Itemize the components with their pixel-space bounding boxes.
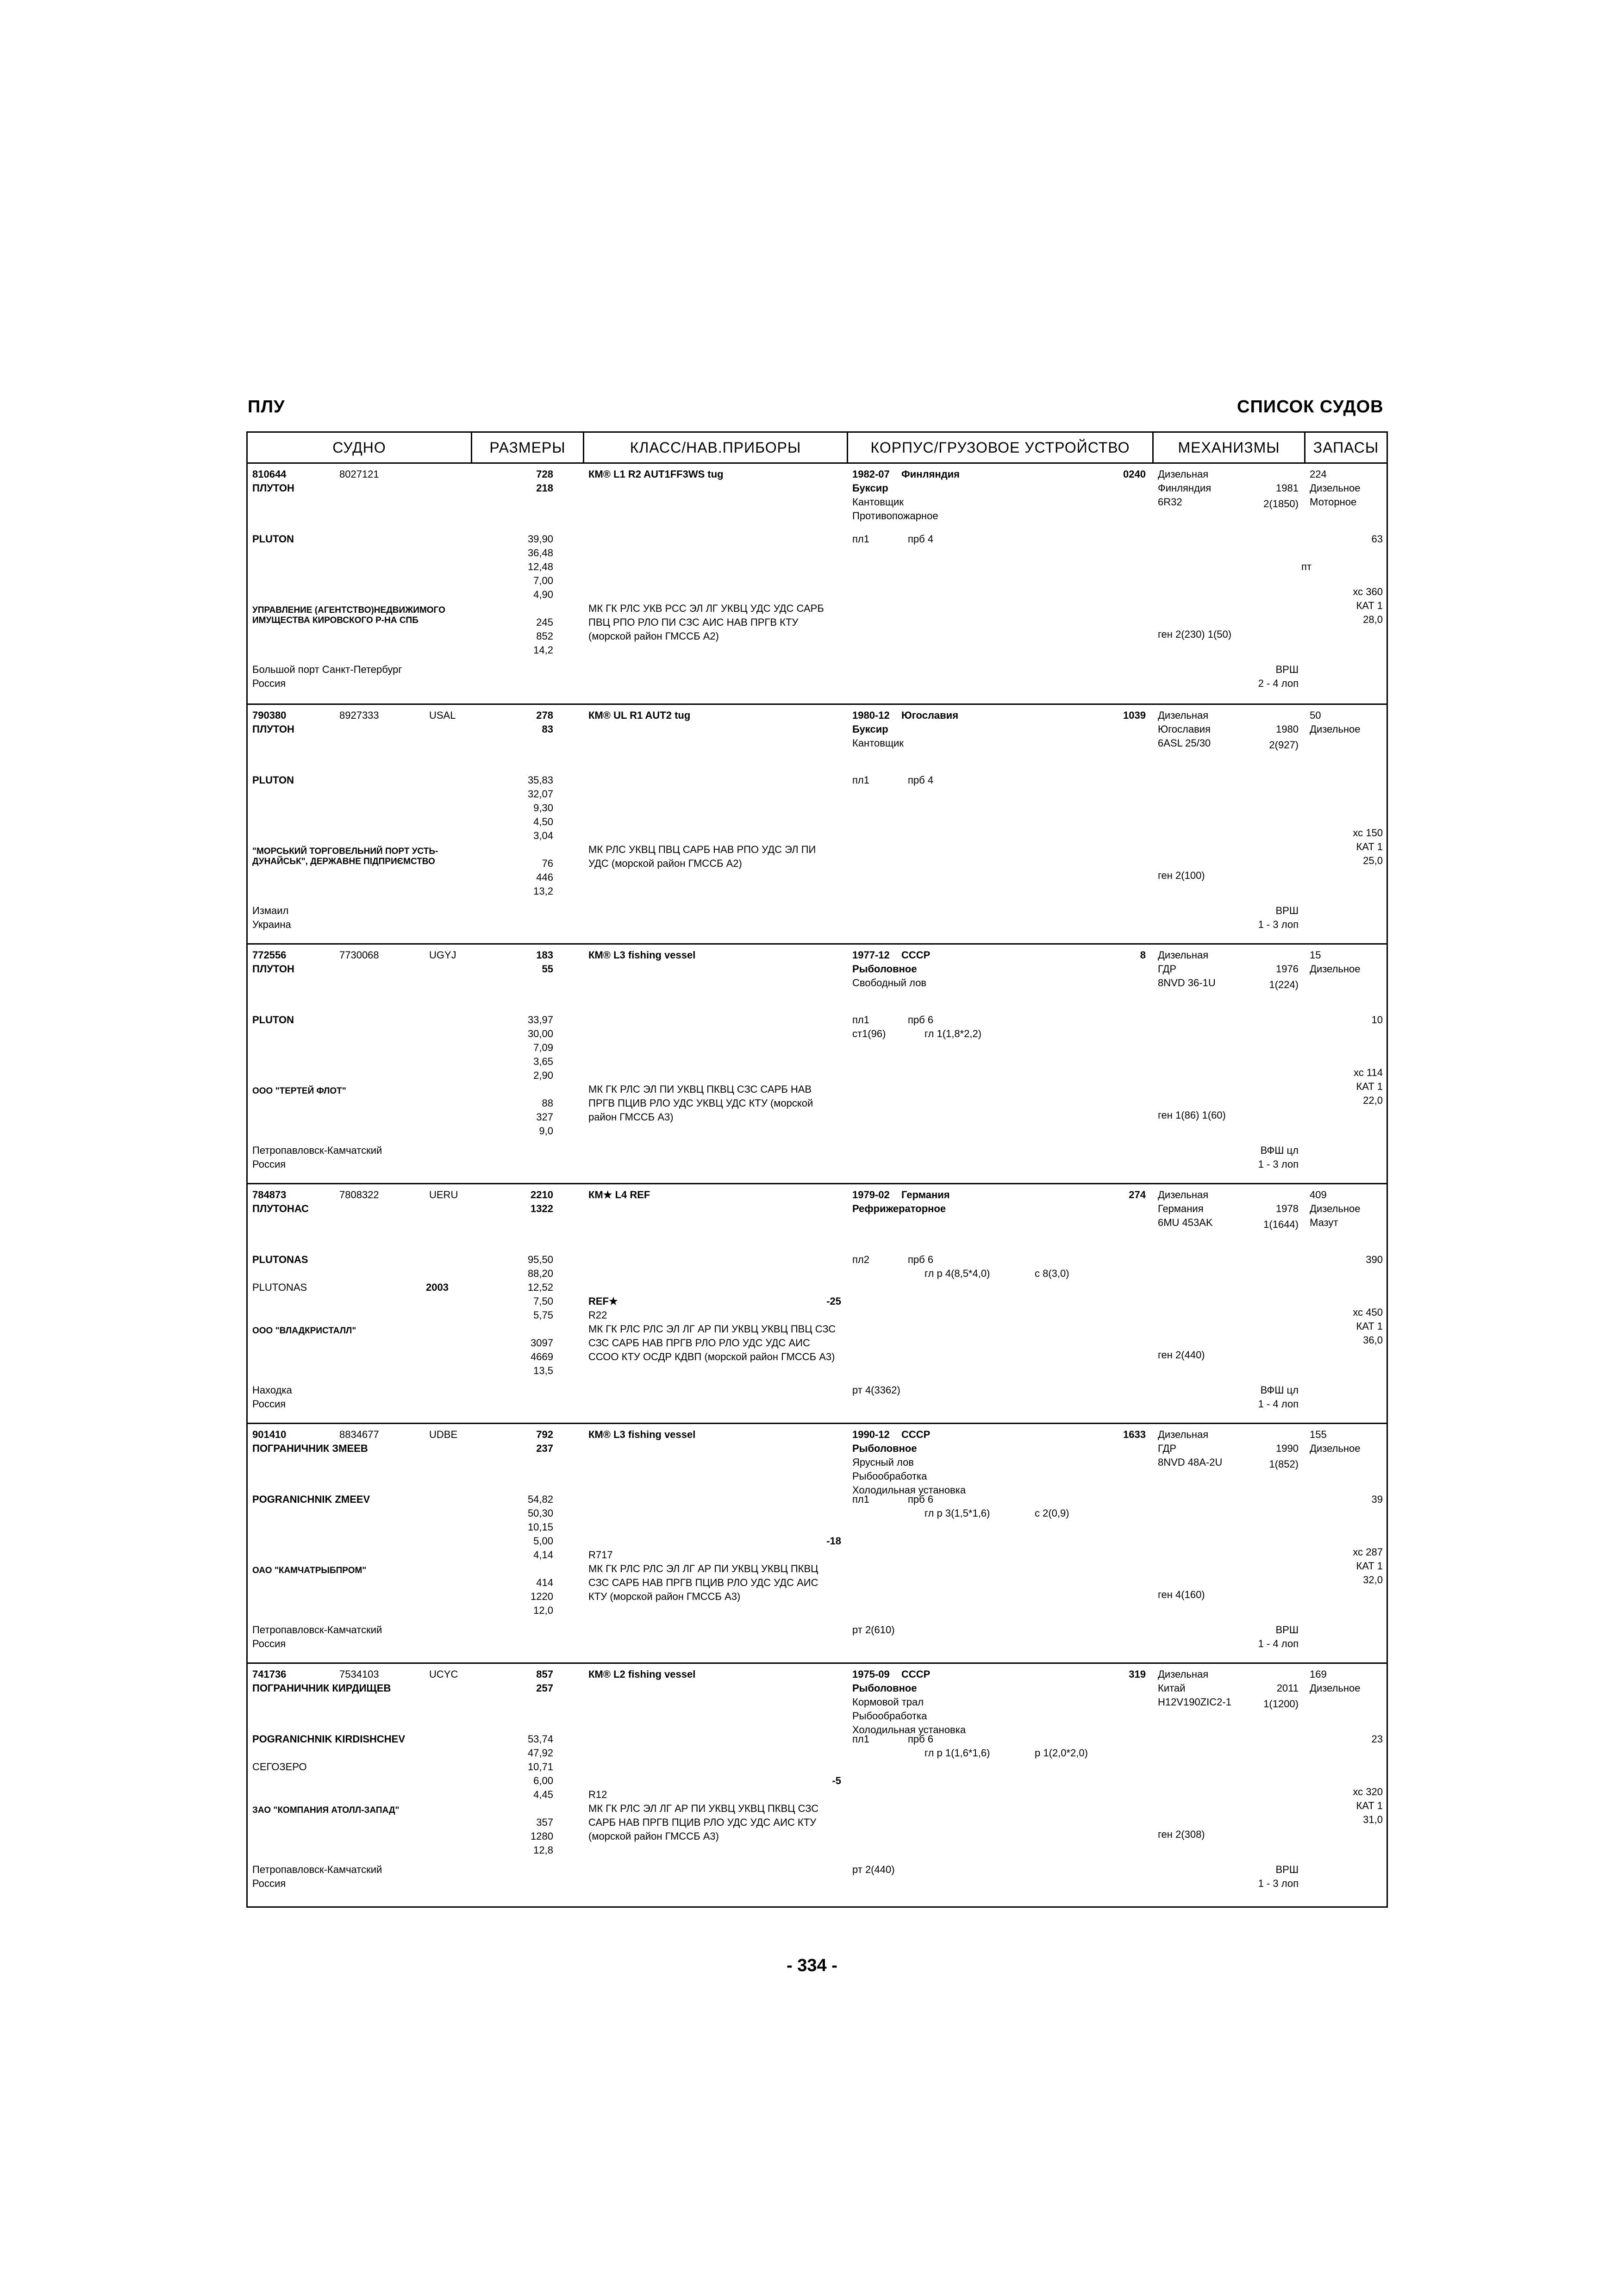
dims-item: 12,48 bbox=[527, 561, 553, 572]
service-speed: 36,0 bbox=[1363, 1334, 1383, 1346]
build-date: 1980-12 bbox=[852, 709, 890, 721]
dims2-item: 1280 bbox=[531, 1830, 553, 1842]
engine-model: 8NVD 36-1U bbox=[1158, 977, 1216, 989]
cargo-detail-c: р 1(2,0*2,0) bbox=[1035, 1747, 1088, 1759]
fuel-type: Дизельное bbox=[1310, 482, 1361, 494]
engine-year: 1981 bbox=[1276, 482, 1299, 494]
build-country: СССР bbox=[901, 1429, 931, 1440]
category: КАТ 1 bbox=[1356, 600, 1383, 611]
dims-item: 9,30 bbox=[533, 802, 553, 814]
dims-item: 39,90 bbox=[527, 533, 553, 545]
dims-item: 6,00 bbox=[533, 1775, 553, 1786]
col-header-class: КЛАСС/НАВ.ПРИБОРЫ bbox=[583, 433, 847, 462]
extra-item: Рыбообработка bbox=[852, 1470, 927, 1482]
gross-tonnage: 728 bbox=[536, 468, 553, 480]
dims2-item: 88 bbox=[542, 1097, 553, 1109]
ship-record bbox=[248, 703, 1387, 943]
cargo-holds: прб 6 bbox=[908, 1014, 934, 1026]
engine-country: Германия bbox=[1158, 1203, 1204, 1214]
ship-name-latin: POGRANICHNIK ZMEEV bbox=[252, 1493, 370, 1505]
flag-country: Украина bbox=[252, 919, 291, 930]
port-of-registry: Измаил bbox=[252, 905, 289, 916]
navigation-equipment: МК ГК РЛС ЭЛ ПИ УКВЦ ПКВЦ СЗС САРБ НАВ ПРГВ ПЦИВ РЛО УДС УКВЦ УДС КТУ (морской район ГМССБ А3) bbox=[588, 1083, 813, 1123]
page-number: - 334 - bbox=[787, 1956, 837, 1975]
dims2-item: 446 bbox=[536, 871, 553, 883]
build-date: 1982-07 bbox=[852, 468, 890, 480]
hold-capacity: рт 2(440) bbox=[852, 1864, 895, 1875]
category: КАТ 1 bbox=[1356, 1800, 1383, 1811]
ship-name-latin: PLUTON bbox=[252, 774, 294, 786]
yard-number: 1633 bbox=[1123, 1429, 1146, 1440]
navigation-equipment: МК ГК РЛС РЛС ЭЛ ЛГ АР ПИ УКВЦ УКВЦ ПКВЦ СЗС САРБ НАВ ПРГВ ПЦИВ РЛО УДС УДС АИС КТУ (морской район ГМССБ А3) bbox=[588, 1563, 818, 1602]
service-speed: 22,0 bbox=[1363, 1095, 1383, 1106]
engine-type: Дизельная bbox=[1158, 1429, 1209, 1440]
header-left: ПЛУ bbox=[248, 397, 285, 417]
cargo-detail-a: ст1(96) bbox=[852, 1028, 886, 1039]
category: КАТ 1 bbox=[1356, 1081, 1383, 1092]
engine-power: 1(1644) bbox=[1263, 1219, 1299, 1230]
generators: ген 2(230) 1(50) bbox=[1158, 628, 1232, 640]
dims2-item: 13,2 bbox=[533, 885, 553, 897]
cargo-detail-b: гл р 4(8,5*4,0) bbox=[924, 1268, 990, 1279]
imo-number: 7808322 bbox=[339, 1189, 379, 1201]
port-of-registry: Петропавловск-Камчатский bbox=[252, 1145, 382, 1156]
water-capacity: 39 bbox=[1371, 1493, 1383, 1505]
dims-item: 35,83 bbox=[527, 774, 553, 786]
dims-item: 4,14 bbox=[533, 1549, 553, 1561]
flag-country: Россия bbox=[252, 1398, 286, 1410]
fuel-type: Дизельное bbox=[1310, 963, 1361, 975]
net-tonnage: 218 bbox=[536, 482, 553, 494]
cruising-hours: хс 450 bbox=[1353, 1307, 1383, 1318]
category: КАТ 1 bbox=[1356, 841, 1383, 852]
fuel-capacity: 50 bbox=[1310, 709, 1321, 721]
ship-name: ПЛУТОН bbox=[252, 963, 294, 975]
fuel-type: Дизельное bbox=[1310, 1443, 1361, 1454]
decks: пл1 bbox=[852, 1014, 869, 1026]
service-speed: 28,0 bbox=[1363, 614, 1383, 625]
cruising-hours: хс 287 bbox=[1353, 1546, 1383, 1558]
engine-country: Китай bbox=[1158, 1682, 1186, 1694]
former-name: PLUTONAS bbox=[252, 1282, 307, 1293]
engine-type: Дизельная bbox=[1158, 468, 1209, 480]
engine-power: 2(927) bbox=[1269, 739, 1299, 751]
category: КАТ 1 bbox=[1356, 1560, 1383, 1572]
decks: пл1 bbox=[852, 533, 869, 545]
dims-item: 2,90 bbox=[533, 1070, 553, 1081]
dims2-item: 245 bbox=[536, 616, 553, 628]
engine-power: 1(852) bbox=[1269, 1458, 1299, 1470]
ship-type: Буксир bbox=[852, 723, 888, 735]
ship-name-latin: PLUTON bbox=[252, 533, 294, 545]
extra-item: Кантовщик bbox=[852, 737, 904, 749]
flag-country: Россия bbox=[252, 1158, 286, 1170]
registry-number: 810644 bbox=[252, 468, 287, 480]
cargo-holds: прб 6 bbox=[908, 1733, 934, 1745]
dims-item: 33,97 bbox=[527, 1014, 553, 1026]
service-speed: 31,0 bbox=[1363, 1814, 1383, 1825]
propeller-blades: 1 - 3 лоп bbox=[1258, 919, 1299, 930]
navigation-equipment: МК ГК РЛС РЛС ЭЛ ЛГ АР ПИ УКВЦ УКВЦ ПВЦ СЗС СЗС САРБ НАВ ПРГВ РЛО РЛО УДС УДС АИС ССОО КТУ ОСДР КДВП (морской район ГМССБ А3) bbox=[588, 1323, 836, 1363]
cargo-holds: прб 6 bbox=[908, 1493, 934, 1505]
water-capacity: 390 bbox=[1366, 1254, 1383, 1265]
generators: ген 2(440) bbox=[1158, 1349, 1205, 1361]
class-notation: КМ® L3 fishing vessel bbox=[588, 1429, 696, 1440]
former-name-year: 2003 bbox=[426, 1282, 449, 1293]
cruising-hours: хс 114 bbox=[1354, 1067, 1383, 1078]
extra-item: Кормовой трал bbox=[852, 1696, 924, 1708]
dims2-item: 327 bbox=[536, 1111, 553, 1123]
owner: ЗАО "КОМПАНИЯ АТОЛЛ-ЗАПАД" bbox=[252, 1805, 400, 1815]
ship-name-latin: PLUTONAS bbox=[252, 1254, 308, 1265]
imo-number: 7534103 bbox=[339, 1668, 379, 1680]
flag-country: Россия bbox=[252, 1638, 286, 1649]
port-of-registry: Петропавловск-Камчатский bbox=[252, 1864, 382, 1875]
ship-name-latin: POGRANICHNIK KIRDISHCHEV bbox=[252, 1733, 406, 1745]
gross-tonnage: 2210 bbox=[531, 1189, 553, 1201]
generators: ген 2(308) bbox=[1158, 1829, 1205, 1840]
engine-model: 6R32 bbox=[1158, 496, 1182, 508]
gross-tonnage: 857 bbox=[536, 1668, 553, 1680]
dims2-item: 12,0 bbox=[533, 1605, 553, 1616]
call-sign: UERU bbox=[429, 1189, 458, 1201]
extra-item: Ярусный лов bbox=[852, 1456, 914, 1468]
dims-item: 5,00 bbox=[533, 1535, 553, 1547]
refrigeration-temperature: -5 bbox=[832, 1775, 841, 1786]
refrigerant-code: R12 bbox=[588, 1789, 607, 1800]
header-right: СПИСОК СУДОВ bbox=[1237, 397, 1384, 417]
generators: ген 1(86) 1(60) bbox=[1158, 1109, 1226, 1121]
hold-capacity: рт 4(3362) bbox=[852, 1384, 900, 1396]
generators: ген 2(100) bbox=[1158, 870, 1205, 881]
cruising-hours: хс 150 bbox=[1353, 827, 1383, 839]
ship-type: Буксир bbox=[852, 482, 888, 494]
dims-item: 50,30 bbox=[527, 1507, 553, 1519]
owner: ОАО "КАМЧАТРЫБПРОМ" bbox=[252, 1566, 367, 1575]
port-of-registry: Большой порт Санкт-Петербург bbox=[252, 664, 402, 675]
dims-item: 4,50 bbox=[533, 816, 553, 828]
net-tonnage: 1322 bbox=[531, 1203, 553, 1214]
dims-item: 3,04 bbox=[533, 830, 553, 841]
engine-type: Дизельная bbox=[1158, 709, 1209, 721]
fuel-capacity: 224 bbox=[1310, 468, 1327, 480]
build-date: 1979-02 bbox=[852, 1189, 890, 1201]
propeller: ВФШ цл bbox=[1260, 1145, 1299, 1156]
dims2-item: 414 bbox=[536, 1577, 553, 1588]
imo-number: 8927333 bbox=[339, 709, 379, 721]
gross-tonnage: 183 bbox=[536, 949, 553, 961]
refrigerant-code: R22 bbox=[588, 1309, 607, 1321]
refrigeration-temperature: -18 bbox=[826, 1535, 841, 1547]
engine-model: H12V190ZIC2-1 bbox=[1158, 1696, 1231, 1708]
ship-record bbox=[248, 1423, 1387, 1662]
stores-note: пт bbox=[1301, 561, 1312, 572]
water-capacity: 63 bbox=[1371, 533, 1383, 545]
port-of-registry: Находка bbox=[252, 1384, 292, 1396]
decks: пл2 bbox=[852, 1254, 869, 1265]
cargo-holds: прб 4 bbox=[908, 774, 934, 786]
dims2-item: 9,0 bbox=[539, 1125, 553, 1137]
dims-item: 30,00 bbox=[527, 1028, 553, 1039]
ship-type: Рыболовное bbox=[852, 1682, 917, 1694]
build-country: Югославия bbox=[901, 709, 959, 721]
fuel-capacity: 155 bbox=[1310, 1429, 1327, 1440]
extra-item: Кантовщик bbox=[852, 496, 904, 508]
cargo-detail-c: с 2(0,9) bbox=[1035, 1507, 1069, 1519]
registry-number: 741736 bbox=[252, 1668, 287, 1680]
fuel-capacity: 15 bbox=[1310, 949, 1321, 961]
net-tonnage: 83 bbox=[542, 723, 553, 735]
engine-year: 1976 bbox=[1276, 963, 1299, 975]
water-capacity: 10 bbox=[1371, 1014, 1383, 1026]
dims-item: 12,52 bbox=[527, 1282, 553, 1293]
propeller-blades: 1 - 4 лоп bbox=[1258, 1398, 1299, 1410]
fuel-type-secondary: Мазут bbox=[1310, 1217, 1338, 1228]
build-country: Финляндия bbox=[901, 468, 960, 480]
call-sign: UGYJ bbox=[429, 949, 456, 961]
decks: пл1 bbox=[852, 774, 869, 786]
engine-year: 1990 bbox=[1276, 1443, 1299, 1454]
dims-item: 7,00 bbox=[533, 575, 553, 586]
flag-country: Россия bbox=[252, 1878, 286, 1889]
fuel-type: Дизельное bbox=[1310, 1203, 1361, 1214]
dims-item: 36,48 bbox=[527, 547, 553, 559]
build-date: 1975-09 bbox=[852, 1668, 890, 1680]
ship-record bbox=[248, 464, 1387, 703]
engine-power: 1(1200) bbox=[1263, 1698, 1299, 1710]
dims2-item: 1220 bbox=[531, 1591, 553, 1602]
fuel-capacity: 169 bbox=[1310, 1668, 1327, 1680]
dims-item: 10,15 bbox=[527, 1521, 553, 1533]
cargo-detail-b: гл р 3(1,5*1,6) bbox=[924, 1507, 990, 1519]
imo-number: 8027121 bbox=[339, 468, 379, 480]
owner: УПРАВЛЕНИЕ (АГЕНТСТВО)НЕДВИЖИМОГО ИМУЩЕСТВА КИРОВСКОГО Р-НА СПБ bbox=[252, 605, 445, 625]
imo-number: 7730068 bbox=[339, 949, 379, 961]
yard-number: 1039 bbox=[1123, 709, 1146, 721]
fuel-capacity: 409 bbox=[1310, 1189, 1327, 1201]
dims-item: 47,92 bbox=[527, 1747, 553, 1759]
propeller-blades: 1 - 4 лоп bbox=[1258, 1638, 1299, 1649]
dims-item: 32,07 bbox=[527, 788, 553, 800]
dims-item: 7,09 bbox=[533, 1042, 553, 1053]
col-header-ship: СУДНО bbox=[332, 439, 386, 456]
dims2-item: 357 bbox=[536, 1817, 553, 1828]
class-notation: КМ® UL R1 AUT2 tug bbox=[588, 709, 691, 721]
class-notation: КМ® L2 fishing vessel bbox=[588, 1668, 696, 1680]
dims2-item: 852 bbox=[536, 630, 553, 642]
owner: "МОРСЬКИЙ ТОРГОВЕЛЬНИЙ ПОРТ УСТЬ-ДУНАЙСЬК", ДЕРЖАВНЕ ПІДПРИЄМСТВО bbox=[252, 846, 438, 866]
yard-number: 319 bbox=[1129, 1668, 1146, 1680]
cargo-detail-c: с 8(3,0) bbox=[1035, 1268, 1069, 1279]
former-name: СЕГОЗЕРО bbox=[252, 1761, 307, 1773]
registry-number: 790380 bbox=[252, 709, 287, 721]
dims-item: 4,45 bbox=[533, 1789, 553, 1800]
class-notation: КМ★ L4 REF bbox=[588, 1189, 650, 1201]
imo-number: 8834677 bbox=[339, 1429, 379, 1440]
service-speed: 25,0 bbox=[1363, 855, 1383, 866]
flag-country: Россия bbox=[252, 678, 286, 689]
propeller: ВФШ цл bbox=[1260, 1384, 1299, 1396]
cargo-detail-b: гл р 1(1,6*1,6) bbox=[924, 1747, 990, 1759]
ships-table bbox=[246, 431, 1388, 1908]
registry-number: 784873 bbox=[252, 1189, 287, 1201]
category: КАТ 1 bbox=[1356, 1320, 1383, 1332]
col-header-machinery: МЕХАНИЗМЫ bbox=[1152, 433, 1304, 462]
dims-item: 4,90 bbox=[533, 589, 553, 600]
decks: пл1 bbox=[852, 1493, 869, 1505]
ship-name: ПЛУТОН bbox=[252, 723, 294, 735]
decks: пл1 bbox=[852, 1733, 869, 1745]
col-header-stores: ЗАПАСЫ bbox=[1304, 433, 1387, 462]
engine-model: 6MU 453AK bbox=[1158, 1217, 1213, 1228]
dims-item: 7,50 bbox=[533, 1295, 553, 1307]
engine-type: Дизельная bbox=[1158, 949, 1209, 961]
cargo-holds: прб 6 bbox=[908, 1254, 934, 1265]
call-sign: USAL bbox=[429, 709, 456, 721]
registry-number: 901410 bbox=[252, 1429, 287, 1440]
propeller-blades: 2 - 4 лоп bbox=[1258, 678, 1299, 689]
ship-name: ПОГРАНИЧНИК КИРДИЩЕВ bbox=[252, 1682, 391, 1694]
col-header-dimensions: РАЗМЕРЫ bbox=[471, 433, 583, 462]
propeller-blades: 1 - 3 лоп bbox=[1258, 1878, 1299, 1889]
class-notation: КМ® L1 R2 AUT1FF3WS tug bbox=[588, 468, 724, 480]
engine-country: ГДР bbox=[1158, 1443, 1177, 1454]
extra-item: Холодильная установка bbox=[852, 1724, 966, 1736]
build-country: СССР bbox=[901, 1668, 931, 1680]
service-speed: 32,0 bbox=[1363, 1574, 1383, 1586]
hold-capacity: рт 2(610) bbox=[852, 1624, 895, 1636]
navigation-equipment: МК ГК РЛС УКВ РСС ЭЛ ЛГ УКВЦ УДС УДС САРБ ПВЦ РПО РЛО ПИ СЗС АИС НАВ ПРГВ КТУ (морской район ГМССБ А2) bbox=[588, 603, 824, 642]
propeller: ВРШ bbox=[1275, 1624, 1299, 1636]
registry-number: 772556 bbox=[252, 949, 287, 961]
ship-name-latin: PLUTON bbox=[252, 1014, 294, 1026]
gross-tonnage: 278 bbox=[536, 709, 553, 721]
cargo-detail-b: гл 1(1,8*2,2) bbox=[924, 1028, 982, 1039]
engine-model: 6ASL 25/30 bbox=[1158, 737, 1211, 749]
engine-power: 2(1850) bbox=[1263, 498, 1299, 510]
extra-item: Рыбообработка bbox=[852, 1710, 927, 1722]
port-of-registry: Петропавловск-Камчатский bbox=[252, 1624, 382, 1636]
dims2-item: 14,2 bbox=[533, 644, 553, 656]
dims-item: 10,71 bbox=[527, 1761, 553, 1773]
cruising-hours: хс 360 bbox=[1353, 586, 1383, 597]
gross-tonnage: 792 bbox=[536, 1429, 553, 1440]
engine-power: 1(224) bbox=[1269, 979, 1299, 990]
propeller: ВРШ bbox=[1275, 1864, 1299, 1875]
call-sign: UDBE bbox=[429, 1429, 458, 1440]
dims2-item: 13,5 bbox=[533, 1365, 553, 1376]
propeller: ВРШ bbox=[1275, 905, 1299, 916]
engine-type: Дизельная bbox=[1158, 1668, 1209, 1680]
refrigerant-code: R717 bbox=[588, 1549, 613, 1561]
extra-item: Свободный лов bbox=[852, 977, 927, 989]
ship-name: ПЛУТОНАС bbox=[252, 1203, 309, 1214]
call-sign: UCYC bbox=[429, 1668, 458, 1680]
dims2-item: 76 bbox=[542, 858, 553, 869]
dims-item: 5,75 bbox=[533, 1309, 553, 1321]
owner: ООО "ВЛАДКРИСТАЛЛ" bbox=[252, 1326, 356, 1336]
ship-record bbox=[248, 943, 1387, 1183]
yard-number: 0240 bbox=[1123, 468, 1146, 480]
engine-type: Дизельная bbox=[1158, 1189, 1209, 1201]
ship-type: Рыболовное bbox=[852, 1443, 917, 1454]
engine-country: Югославия bbox=[1158, 723, 1211, 735]
engine-year: 1980 bbox=[1276, 723, 1299, 735]
net-tonnage: 55 bbox=[542, 963, 553, 975]
fuel-type-secondary: Моторное bbox=[1310, 496, 1357, 508]
generators: ген 4(160) bbox=[1158, 1589, 1205, 1600]
ship-name: ПОГРАНИЧНИК ЗМЕЕВ bbox=[252, 1443, 368, 1454]
fuel-type: Дизельное bbox=[1310, 723, 1361, 735]
col-header-hull: КОРПУС/ГРУЗОВОЕ УСТРОЙСТВО bbox=[847, 433, 1152, 462]
navigation-equipment: МК РЛС УКВЦ ПВЦ САРБ НАВ РПО УДС ЭЛ ПИ УДС (морской район ГМССБ А2) bbox=[588, 844, 816, 869]
net-tonnage: 237 bbox=[536, 1443, 553, 1454]
engine-model: 8NVD 48A-2U bbox=[1158, 1456, 1223, 1468]
refrigeration-temperature: -25 bbox=[826, 1295, 841, 1307]
yard-number: 8 bbox=[1140, 949, 1146, 961]
ship-name: ПЛУТОН bbox=[252, 482, 294, 494]
ship-record bbox=[248, 1183, 1387, 1423]
dims2-item: 4669 bbox=[531, 1351, 553, 1363]
cruising-hours: хс 320 bbox=[1353, 1786, 1383, 1798]
dims-item: 3,65 bbox=[533, 1056, 553, 1067]
engine-country: ГДР bbox=[1158, 963, 1177, 975]
net-tonnage: 257 bbox=[536, 1682, 553, 1694]
extra-item: Холодильная установка bbox=[852, 1484, 966, 1496]
owner: ООО "ТЕРТЕЙ ФЛОТ" bbox=[252, 1086, 346, 1096]
class-notation: КМ® L3 fishing vessel bbox=[588, 949, 696, 961]
dims-item: 54,82 bbox=[527, 1493, 553, 1505]
water-capacity: 23 bbox=[1371, 1733, 1383, 1745]
build-country: Германия bbox=[901, 1189, 950, 1201]
ship-type: Рыболовное bbox=[852, 963, 917, 975]
ship-type: Рефрижераторное bbox=[852, 1203, 946, 1214]
cargo-holds: прб 4 bbox=[908, 533, 934, 545]
dims-item: 95,50 bbox=[527, 1254, 553, 1265]
extra-item: Противопожарное bbox=[852, 510, 938, 522]
ship-record bbox=[248, 1662, 1387, 1902]
propeller: ВРШ bbox=[1275, 664, 1299, 675]
yard-number: 274 bbox=[1129, 1189, 1146, 1201]
dims-item: 53,74 bbox=[527, 1733, 553, 1745]
navigation-equipment: МК ГК РЛС ЭЛ ЛГ АР ПИ УКВЦ УКВЦ ПКВЦ СЗС САРБ НАВ ПРГВ ПЦИВ РЛО УДС УДС АИС КТУ (морской район ГМССБ А3) bbox=[588, 1803, 819, 1842]
fuel-type: Дизельное bbox=[1310, 1682, 1361, 1694]
dims2-item: 3097 bbox=[531, 1337, 553, 1349]
build-date: 1977-12 bbox=[852, 949, 890, 961]
engine-year: 2011 bbox=[1276, 1682, 1299, 1694]
build-date: 1990-12 bbox=[852, 1429, 890, 1440]
engine-year: 1978 bbox=[1276, 1203, 1299, 1214]
refrigeration-class: REF★ bbox=[588, 1295, 618, 1307]
dims2-item: 12,8 bbox=[533, 1844, 553, 1856]
propeller-blades: 1 - 3 лоп bbox=[1258, 1158, 1299, 1170]
build-country: СССР bbox=[901, 949, 931, 961]
dims-item: 88,20 bbox=[527, 1268, 553, 1279]
engine-country: Финляндия bbox=[1158, 482, 1212, 494]
